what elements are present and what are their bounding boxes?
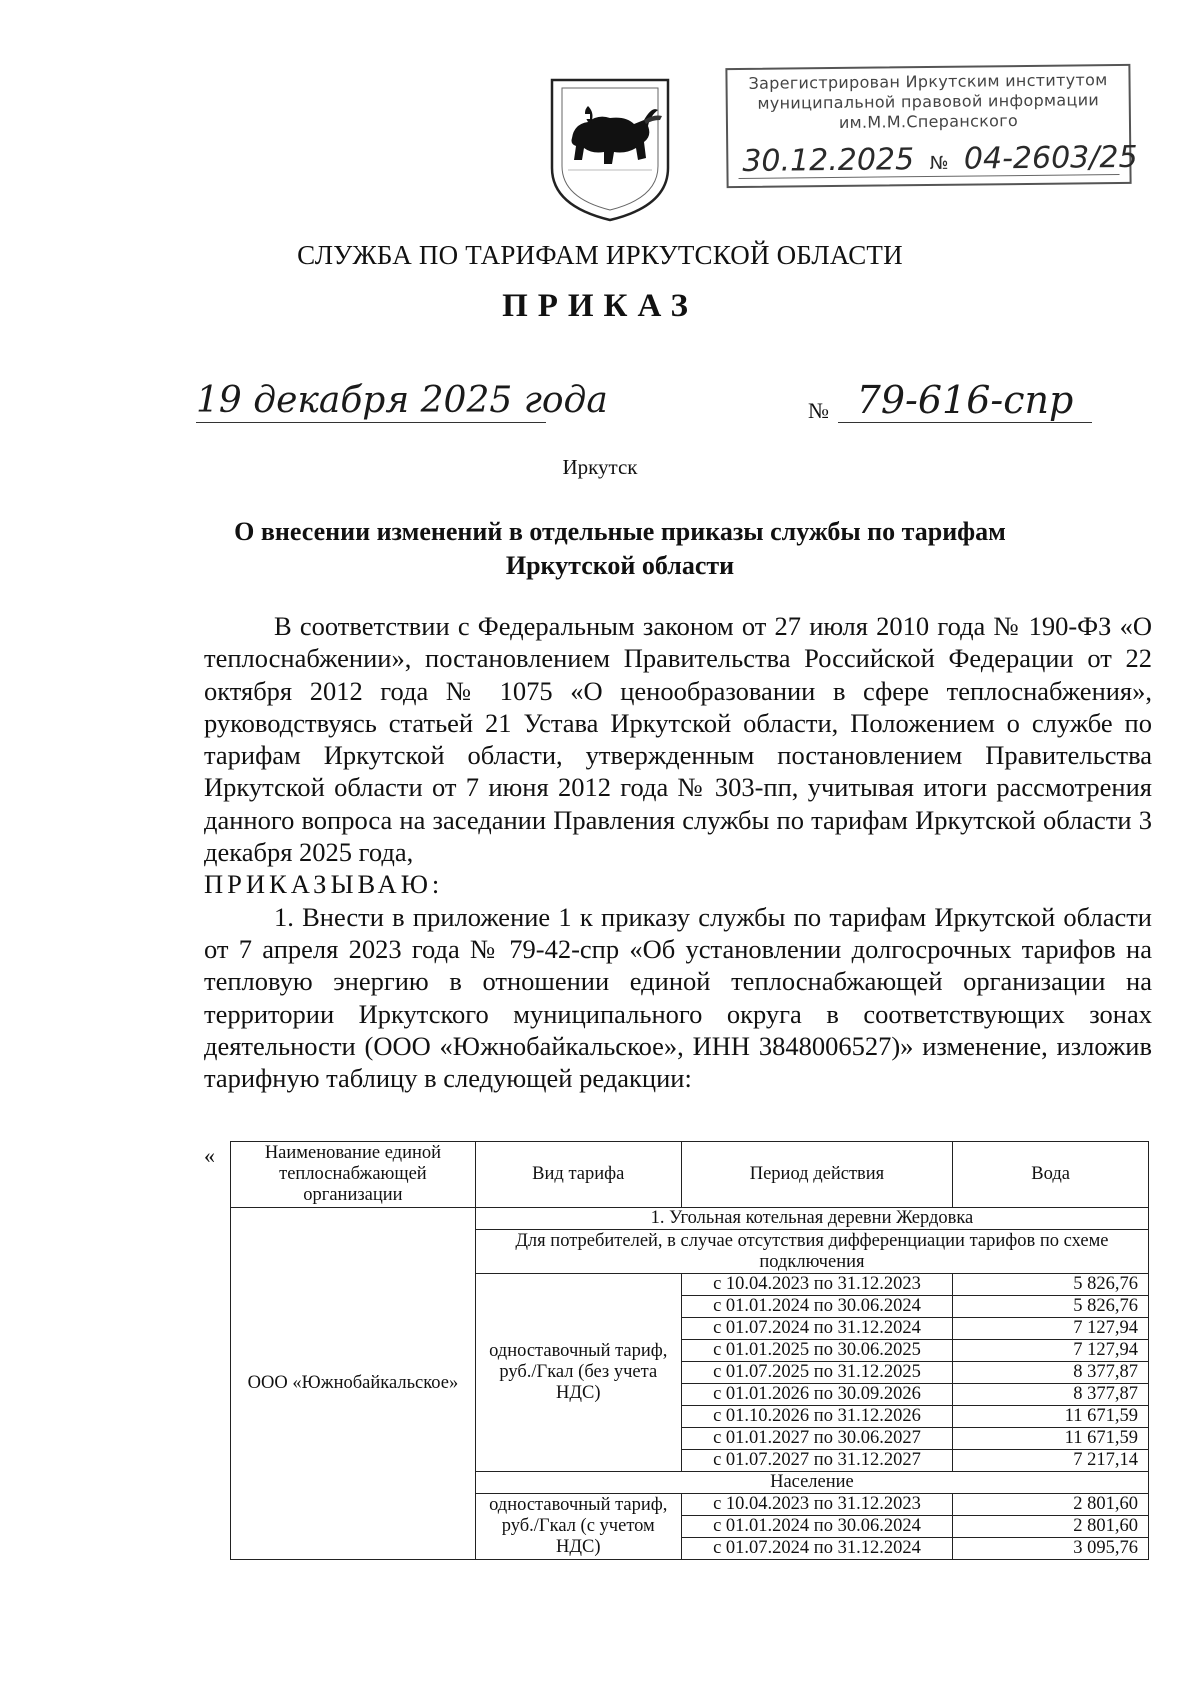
stamp-number: 04-2603/25 — [963, 139, 1138, 177]
period-cell: с 01.07.2027 по 31.12.2027 — [681, 1450, 953, 1472]
header-water: Вода — [953, 1142, 1149, 1208]
preamble-paragraph: В соответствии с Федеральным законом от 27 июля 2010 года № 190-ФЗ «О теплоснабжении», постановлением Правительства Российской Федерации от 22 октября 2012 года № 1075 «О ценообразовании в сфере теплоснабжения», руководствуясь статьей 21 Устава Иркутской области, Положением о службе по тарифам Иркутской области, утвержденным постановлением Правительства Иркутской области от 7 июня 2012 года № 303-пп, учитывая итоги рассмотрения данного вопроса на заседании Правления службы по тарифам Иркутской области 3 декабря 2025 года, — [204, 611, 1152, 868]
stamp-handwritten-registration — [742, 139, 1138, 179]
period-cell: с 01.07.2025 по 31.12.2025 — [681, 1362, 953, 1384]
header-org: Наименование единой теплоснабжающей организации — [231, 1142, 476, 1208]
value-cell: 7 127,94 — [953, 1340, 1149, 1362]
handwritten-order-date: 19 декабря 2025 года — [196, 380, 608, 421]
value-cell: 11 671,59 — [953, 1428, 1149, 1450]
section-title-cell: 1. Угольная котельная деревни Жердовка — [475, 1208, 1148, 1230]
irkutsk-coat-of-arms-icon — [548, 76, 672, 224]
period-cell: с 01.01.2024 по 30.06.2024 — [681, 1296, 953, 1318]
handwritten-order-number: 79-616-спр — [838, 378, 1092, 423]
value-cell: 7 217,14 — [953, 1450, 1149, 1472]
value-cell: 5 826,76 — [953, 1296, 1149, 1318]
period-cell: с 01.07.2024 по 31.12.2024 — [681, 1318, 953, 1340]
group-1-title-cell: Для потребителей, в случае отсутствия дифференциации тарифов по схеме подключения — [475, 1230, 1148, 1274]
table-header-row — [231, 1142, 1149, 1208]
header-period: Период действия — [681, 1142, 953, 1208]
order-word: ПРИКАЗЫВАЮ: — [204, 869, 444, 900]
value-cell: 11 671,59 — [953, 1406, 1149, 1428]
org-name-cell: ООО «Южнобайкальское» — [231, 1208, 476, 1560]
period-cell: с 01.01.2024 по 30.06.2024 — [681, 1516, 953, 1538]
subject-line-1: О внесении изменений в отдельные приказы службы по тарифам — [234, 517, 1006, 546]
period-cell: с 10.04.2023 по 31.12.2023 — [681, 1494, 953, 1516]
order-number-label: № — [808, 398, 829, 423]
value-cell: 2 801,60 — [953, 1494, 1149, 1516]
period-cell: с 01.07.2024 по 31.12.2024 — [681, 1538, 953, 1560]
value-cell: 3 095,76 — [953, 1538, 1149, 1560]
period-cell: с 10.04.2023 по 31.12.2023 — [681, 1274, 953, 1296]
period-cell: с 01.01.2025 по 30.06.2025 — [681, 1340, 953, 1362]
stamp-number-sign: № — [929, 152, 949, 174]
order-body — [204, 610, 1152, 1094]
value-cell: 7 127,94 — [953, 1318, 1149, 1340]
agency-name: СЛУЖБА ПО ТАРИФАМ ИРКУТСКОЙ ОБЛАСТИ — [297, 240, 903, 270]
stamp-line-3: им.М.М.Сперанского — [838, 111, 1019, 132]
subject-line-2: Иркутской области — [505, 551, 735, 580]
group-1-tariff-cell: одноставочный тариф, руб./Гкал (без учета НДС) — [475, 1274, 681, 1472]
item-1-paragraph: 1. Внести в приложение 1 к приказу службы по тарифам Иркутской области от 7 апреля 2023 года № 79-42-спр «Об установлении долгосрочных тарифов на тепловую энергию в отношении единой теплоснабжающей организации на территории Иркутского муниципального округа в соответствующих зонах деятельности (ООО «Южнобайкальское», ИНН 3848006527)» изменение, изложив тарифную таблицу в следующей редакции: — [204, 901, 1152, 1094]
value-cell: 8 377,87 — [953, 1384, 1149, 1406]
stamp-line-1: Зарегистрирован Иркутским институтом — [748, 70, 1108, 93]
value-cell: 5 826,76 — [953, 1274, 1149, 1296]
stamp-line-2: муниципальной правовой информации — [757, 90, 1100, 113]
table-opening-quote: « — [204, 1143, 215, 1168]
period-cell: с 01.01.2026 по 30.09.2026 — [681, 1384, 953, 1406]
value-cell: 2 801,60 — [953, 1516, 1149, 1538]
value-cell: 8 377,87 — [953, 1362, 1149, 1384]
period-cell: с 01.10.2026 по 31.12.2026 — [681, 1406, 953, 1428]
group-2-tariff-cell: одноставочный тариф, руб./Гкал (с учетом НДС) — [475, 1494, 681, 1560]
header-tariff-type: Вид тарифа — [475, 1142, 681, 1208]
period-cell: с 01.01.2027 по 30.06.2027 — [681, 1428, 953, 1450]
table-row — [231, 1208, 1149, 1230]
stamp-date: 30.12.2025 — [742, 142, 915, 179]
order-subject — [150, 515, 1090, 583]
group-2-title-cell: Население — [475, 1472, 1148, 1494]
document-type-title: ПРИКАЗ — [502, 288, 698, 324]
tariff-table — [230, 1141, 1149, 1560]
registration-stamp — [725, 64, 1138, 188]
city-name: Иркутск — [562, 455, 638, 479]
